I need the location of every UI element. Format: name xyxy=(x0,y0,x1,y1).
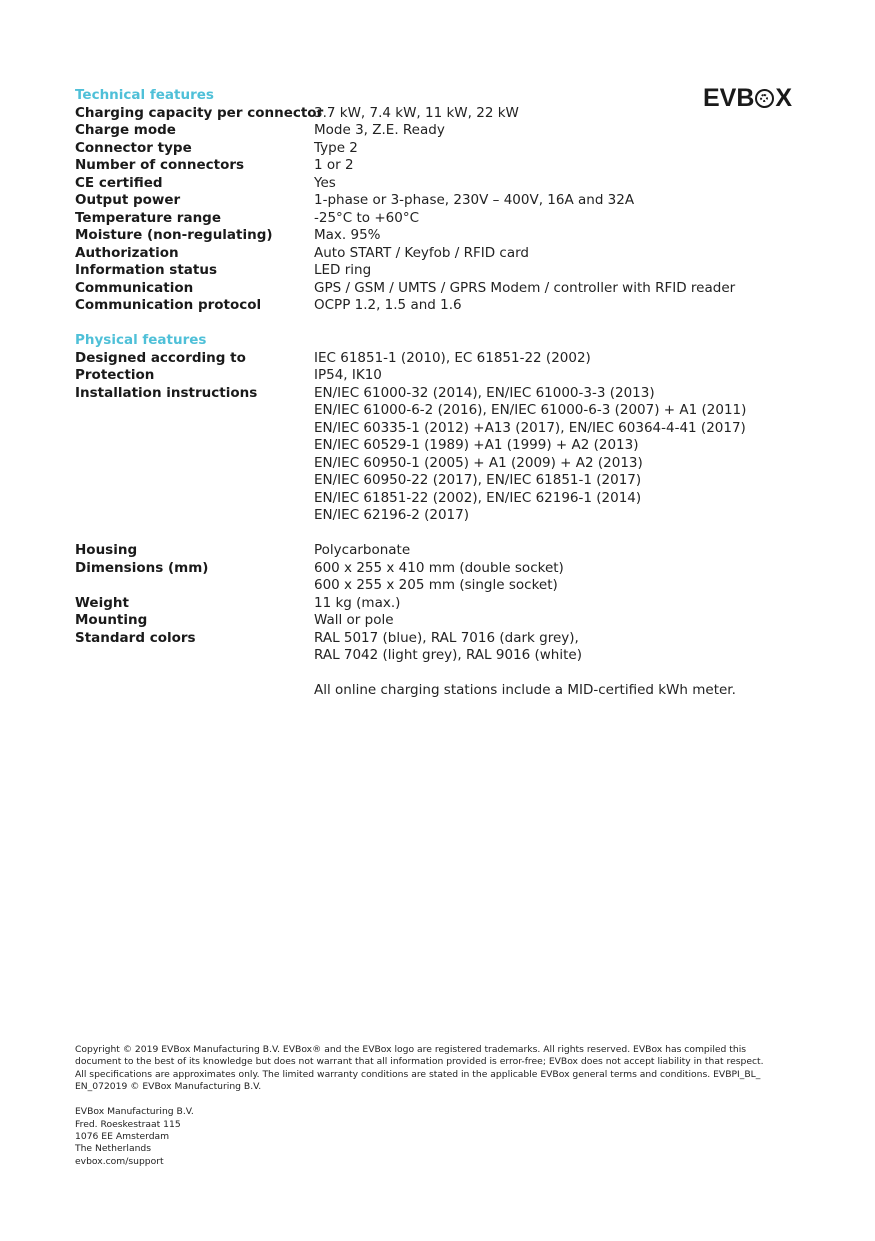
spec-value: GPS / GSM / UMTS / GPRS Modem / controller with RFID reader xyxy=(314,279,736,296)
logo-text-start: EVB xyxy=(703,84,755,112)
spec-label: Installation instructions xyxy=(75,384,258,401)
spec-row xyxy=(75,490,805,508)
spec-value: Yes xyxy=(314,174,336,191)
address-line: The Netherlands xyxy=(75,1143,152,1155)
address-line: evbox.com/support xyxy=(75,1155,164,1167)
spec-row xyxy=(75,210,805,228)
footer xyxy=(75,1044,795,1168)
spec-value: EN/IEC 61851-22 (2002), EN/IEC 62196-1 (2014) xyxy=(314,489,642,506)
spec-value: Polycarbonate xyxy=(314,542,411,558)
spec-label: Designed according to xyxy=(75,349,246,366)
spec-row xyxy=(75,157,805,175)
spec-row xyxy=(75,420,805,438)
spec-row xyxy=(75,542,805,560)
spec-row xyxy=(75,577,805,595)
spec-label: Authorization xyxy=(75,244,179,261)
spec-value: EN/IEC 60950-1 (2005) + A1 (2009) + A2 (2013) xyxy=(314,454,643,471)
spec-row xyxy=(75,245,805,263)
spec-row xyxy=(75,280,805,298)
spec-label: Standard colors xyxy=(75,629,196,646)
address-line: 1076 EE Amsterdam xyxy=(75,1130,170,1142)
spec-label: Protection xyxy=(75,367,155,383)
spec-row xyxy=(75,595,805,613)
spec-label: Housing xyxy=(75,542,138,558)
spec-value: EN/IEC 61000-32 (2014), EN/IEC 61000-3-3 (2013) xyxy=(314,384,655,401)
spec-row xyxy=(75,455,805,473)
spec-value: Auto START / Keyfob / RFID card xyxy=(314,244,529,261)
technical-features-title: Technical features xyxy=(75,87,214,103)
spec-value: OCPP 1.2, 1.5 and 1.6 xyxy=(314,297,462,313)
spec-label: Communication xyxy=(75,279,194,296)
spec-label: Weight xyxy=(75,594,129,611)
spec-row xyxy=(75,262,805,280)
spec-row xyxy=(75,472,805,490)
spec-row xyxy=(75,297,805,315)
spec-row xyxy=(75,437,805,455)
spec-row xyxy=(75,227,805,245)
spec-value: 11 kg (max.) xyxy=(314,594,401,611)
spec-value: RAL 5017 (blue), RAL 7016 (dark grey), xyxy=(314,629,579,646)
spec-value: RAL 7042 (light grey), RAL 9016 (white) xyxy=(314,647,582,663)
spec-label: Number of connectors xyxy=(75,157,245,173)
spec-row xyxy=(75,507,805,525)
spec-value: EN/IEC 61000-6-2 (2016), EN/IEC 61000-6-3 (2007) + A1 (2011) xyxy=(314,402,747,418)
spec-value: Max. 95% xyxy=(314,227,381,243)
spec-value: 3.7 kW, 7.4 kW, 11 kW, 22 kW xyxy=(314,104,519,121)
spec-row xyxy=(75,122,805,140)
spec-row xyxy=(75,402,805,420)
address-line: EVBox Manufacturing B.V. xyxy=(75,1106,194,1118)
spec-label: Output power xyxy=(75,192,181,208)
physical-features-list-2 xyxy=(75,542,805,665)
spec-row xyxy=(75,630,805,648)
spec-row xyxy=(75,175,805,193)
spec-row xyxy=(75,612,805,630)
spec-value: Type 2 xyxy=(314,139,358,156)
spec-value: Mode 3, Z.E. Ready xyxy=(314,122,445,138)
copyright-line: Copyright © 2019 EVBox Manufacturing B.V. EVBox® and the EVBox logo are registered trademarks. All rights reserved. EVBox has compiled this xyxy=(75,1044,747,1055)
meter-note-row xyxy=(75,682,805,700)
spec-label: CE certified xyxy=(75,174,163,191)
copyright-notice xyxy=(75,1044,795,1094)
spec-value: EN/IEC 60529-1 (1989) +A1 (1999) + A2 (2013) xyxy=(314,437,639,453)
spec-row xyxy=(75,647,805,665)
spec-value: 1-phase or 3-phase, 230V – 400V, 16A and 32A xyxy=(314,192,635,208)
spec-label: Charging capacity per connector xyxy=(75,104,324,121)
physical-features-title: Physical features xyxy=(75,332,207,348)
spec-label: Charge mode xyxy=(75,122,176,138)
spec-sheet xyxy=(75,84,805,700)
spec-value: Wall or pole xyxy=(314,612,394,628)
address-line: Fred. Roeskestraat 115 xyxy=(75,1118,181,1130)
spec-value: -25°C to +60°C xyxy=(314,209,420,226)
logo-text-end: X xyxy=(775,84,793,112)
spec-label: Moisture (non-regulating) xyxy=(75,227,273,243)
spec-row xyxy=(75,192,805,210)
spec-value: EN/IEC 62196-2 (2017) xyxy=(314,507,469,523)
spec-value: LED ring xyxy=(314,262,372,278)
spec-value: IEC 61851-1 (2010), EC 61851-22 (2002) xyxy=(314,349,591,366)
spec-row xyxy=(75,385,805,403)
spec-label: Mounting xyxy=(75,612,148,628)
meter-note: All online charging stations include a MID-certified kWh meter. xyxy=(314,682,736,698)
copyright-line: All specifications are approximates only. The limited warranty conditions are stated in the applicable EVBox general terms and conditions. EVBPI_BL_ xyxy=(75,1068,761,1080)
spec-value: 600 x 255 x 205 mm (single socket) xyxy=(314,577,558,593)
spec-value: EN/IEC 60335-1 (2012) +A13 (2017), EN/IEC 60364-4-41 (2017) xyxy=(314,419,746,436)
company-address xyxy=(75,1106,795,1168)
technical-features-list xyxy=(75,105,805,315)
spec-label: Connector type xyxy=(75,139,192,156)
spec-row xyxy=(75,367,805,385)
spec-value: EN/IEC 60950-22 (2017), EN/IEC 61851-1 (2017) xyxy=(314,472,642,488)
spec-label: Communication protocol xyxy=(75,297,262,313)
copyright-line: document to the best of its knowledge but does not warrant that all information provided is error-free; EVBox does not accept liability in that respect. xyxy=(75,1056,764,1068)
spec-value: IP54, IK10 xyxy=(314,367,382,383)
spec-label: Dimensions (mm) xyxy=(75,559,209,576)
spec-value: 1 or 2 xyxy=(314,157,354,173)
spec-row xyxy=(75,350,805,368)
spec-value: 600 x 255 x 410 mm (double socket) xyxy=(314,559,564,576)
spec-row xyxy=(75,105,805,123)
physical-features-list xyxy=(75,350,805,525)
spec-label: Temperature range xyxy=(75,209,222,226)
spec-row xyxy=(75,140,805,158)
copyright-line: EN_072019 © EVBox Manufacturing B.V. xyxy=(75,1081,262,1093)
spec-row xyxy=(75,560,805,578)
spec-label: Information status xyxy=(75,262,217,278)
